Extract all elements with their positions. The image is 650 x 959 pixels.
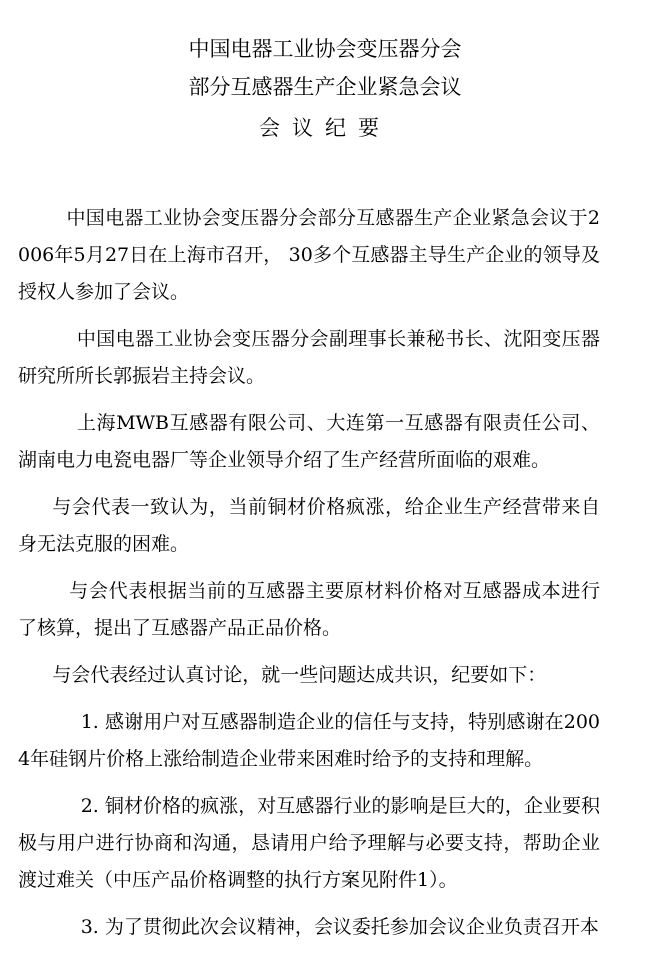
title-minutes: 会议纪要 (259, 116, 391, 140)
list-item-1: 1. 感谢用户对互感器制造企业的信任与支持，特别感谢在2004年硅钢片价格上涨给制造企业带来困难时给予的支持和理解。 (18, 711, 600, 770)
document-body (18, 200, 600, 956)
paragraph-meeting-intro: 中国电器工业协会变压器分会部分互感器生产企业紧急会议于2006年5月27日在上海市召开， 30多个互感器主导生产企业的领导及授权人参加了会议。 (18, 207, 600, 303)
list-item-2: 2. 铜材价格的疯涨，对互感器行业的影响是巨大的，企业要积极与用户进行协商和沟通，恳请用户给予理解与必要支持，帮助企业渡过难关（中压产品价格调整的执行方案见附件1）。 (18, 795, 600, 891)
document-header (0, 30, 650, 147)
list-item-3: 3. 为了贯彻此次会议精神，会议委托参加会议企业负责召开本 (80, 916, 599, 938)
paragraph-discussion-summary: 与会代表经过认真讨论，就一些问题达成共识，纪要如下： (52, 664, 547, 686)
paragraph-consensus-copper: 与会代表一致认为，当前铜材价格疯涨，给企业生产经营带来自身无法克服的困难。 (18, 496, 600, 555)
title-meeting: 部分互感器生产企业紧急会议 (188, 75, 462, 99)
paragraph-host: 中国电器工业协会变压器分会副理事长兼秘书长、沈阳变压器研究所所长郭振岩主持会议。 (18, 328, 600, 387)
title-organization: 中国电器工业协会变压器分会 (188, 37, 462, 61)
paragraph-companies: 上海MWB互感器有限公司、大连第一互感器有限责任公司、湖南电力电瓷电器厂等企业领导介绍了生产经营所面临的艰难。 (18, 412, 600, 471)
paragraph-cost-accounting: 与会代表根据当前的互感器主要原材料价格对互感器成本进行了核算，提出了互感器产品正品价格。 (18, 580, 600, 639)
